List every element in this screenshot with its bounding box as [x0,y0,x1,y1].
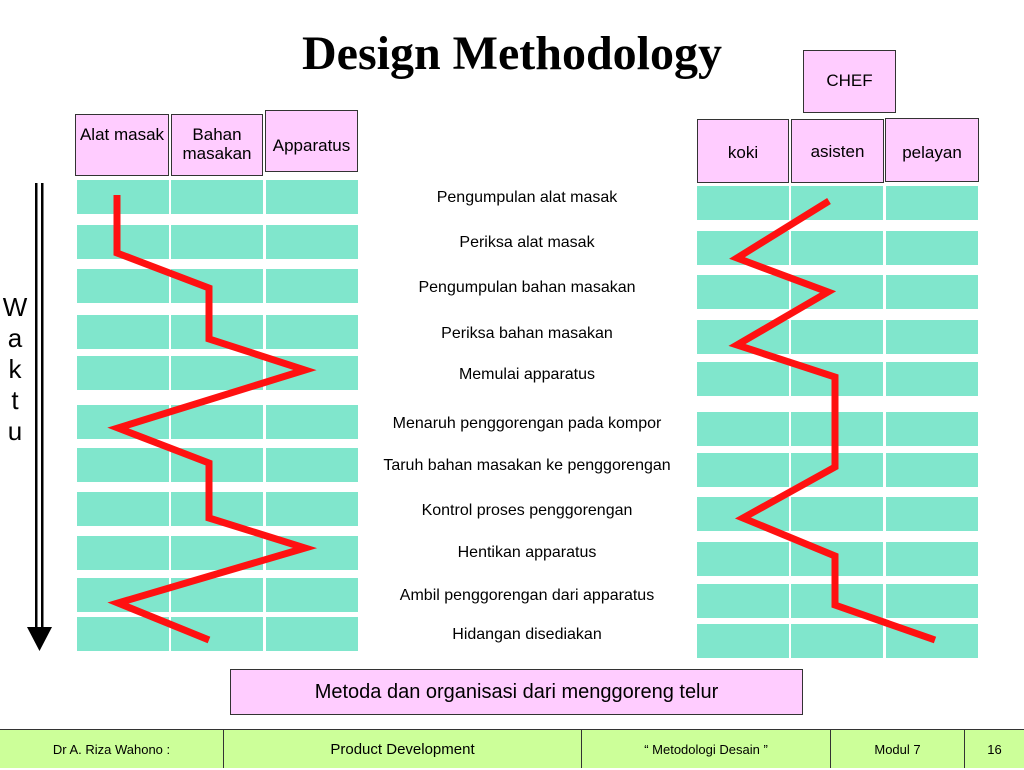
footer-topic: “ Metodologi Desain ” [582,730,831,768]
activity-3: Pengumpulan bahan masakan [418,279,636,296]
footer-module: Modul 7 [831,730,965,768]
header-chef-label: CHEF [826,71,873,90]
header-pelayan-label: pelayan [902,143,962,162]
left-process-path [117,195,305,640]
time-letter-u: u [7,416,23,446]
header-koki-label: koki [727,143,759,162]
header-bahan-masakan-label: Bahan masakan [182,125,252,163]
page-title: Design Methodology [302,27,722,80]
activity-2: Periksa alat masak [459,234,595,251]
activity-8: Kontrol proses penggorengan [421,502,633,519]
activity-9: Hentikan apparatus [457,544,597,561]
activity-10: Ambil penggorengan dari apparatus [399,587,655,604]
activity-7: Taruh bahan masakan ke penggorengan [383,457,671,474]
time-letter-a: a [7,323,23,353]
time-letter-t: t [11,385,19,415]
header-asisten-label: asisten [810,142,865,161]
activity-1: Pengumpulan alat masak [436,189,618,206]
header-apparatus-label: Apparatus [272,136,351,155]
footer-author: Dr A. Riza Wahono : [0,730,224,768]
diagram-caption: Metoda dan organisasi dari menggoreng telur [230,669,803,715]
right-process-path [737,201,935,640]
time-letter-w: W [2,292,28,322]
time-arrow-icon [27,183,52,651]
slide-footer [0,729,1024,768]
header-alat-masak-label: Alat masak [79,125,165,144]
activity-4: Periksa bahan masakan [441,325,613,342]
footer-course: Product Development [224,730,582,768]
activity-11: Hidangan disediakan [452,626,602,643]
activity-6: Menaruh penggorengan pada kompor [392,415,662,432]
activity-5: Memulai apparatus [458,366,596,383]
footer-page: 16 [987,742,1002,757]
time-letter-k: k [8,354,22,384]
